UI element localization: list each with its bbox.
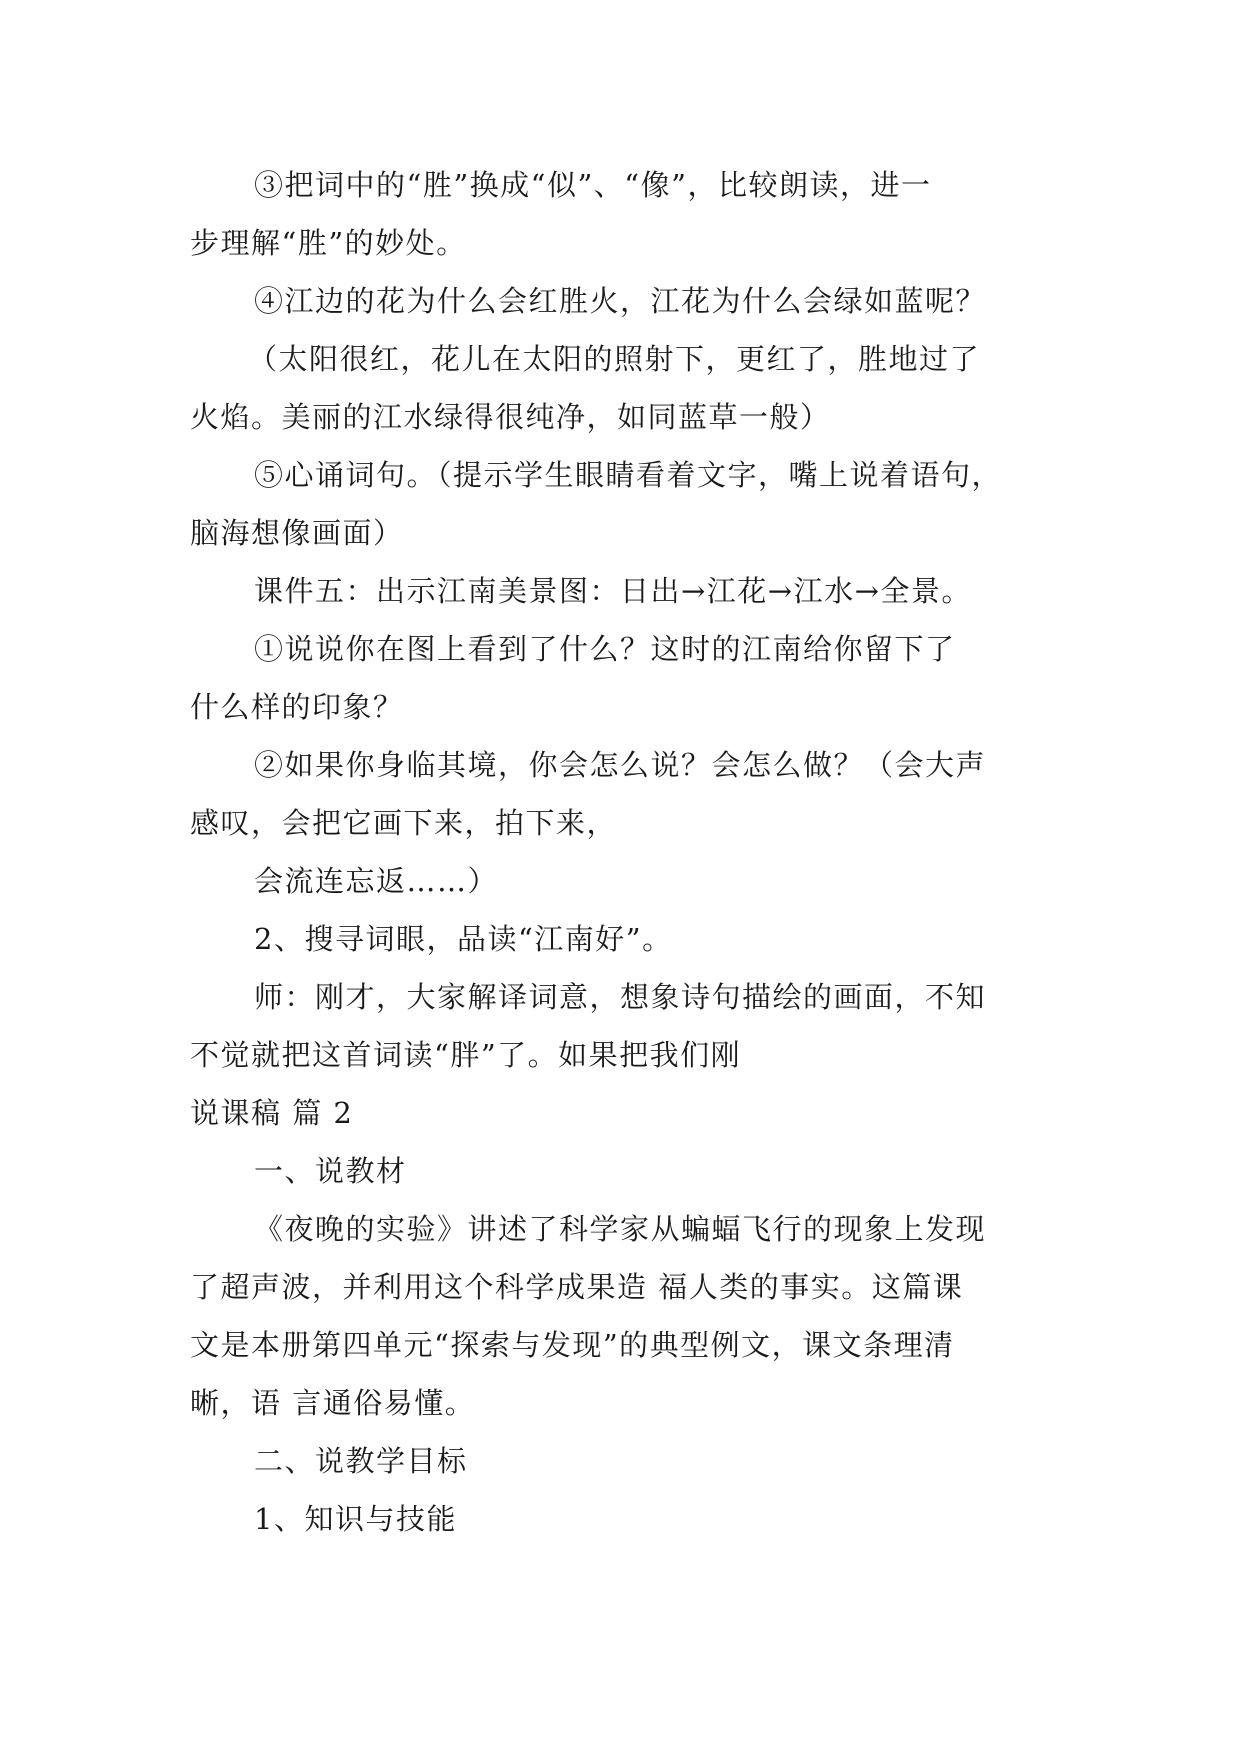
paragraph-line: 不觉就把这首词读“胖”了。如果把我们刚 — [190, 1038, 742, 1072]
paragraph-line: 了超声波，并利用这个科学成果造 福人类的事实。这篇课 — [190, 1270, 964, 1304]
section-heading: 二、说教学目标 — [254, 1444, 468, 1478]
paragraph-line: 什么样的印象？ — [190, 690, 404, 724]
paragraph-line: ③把词中的“胜”换成“似”、“像”，比较朗读，进一 — [254, 168, 932, 202]
paragraph-line: 文是本册第四单元“探索与发现”的典型例文，课文条理清 — [190, 1328, 955, 1362]
paragraph-line: （太阳很红，花儿在太阳的照射下，更红了，胜地过了 — [248, 342, 981, 376]
paragraph-line: 课件五：出示江南美景图：日出→江花→江水→全景。 — [254, 574, 972, 608]
paragraph-line: ②如果你身临其境，你会怎么说？会怎么做？（会大声 — [254, 748, 987, 782]
subsection-heading: 1、知识与技能 — [254, 1502, 457, 1536]
paragraph-line: 《夜晚的实验》讲述了科学家从蝙蝠飞行的现象上发现 — [254, 1212, 987, 1246]
paragraph-line: 火焰。美丽的江水绿得很纯净，如同蓝草一般） — [190, 400, 831, 434]
section-heading: 一、说教材 — [254, 1154, 407, 1188]
section-title: 说课稿 篇 2 — [190, 1096, 354, 1130]
paragraph-line: ④江边的花为什么会红胜火，江花为什么会绿如蓝呢？ — [254, 284, 987, 318]
paragraph-line: 师：刚才，大家解译词意，想象诗句描绘的画面，不知 — [254, 980, 987, 1014]
paragraph-line: 晰，语 言通俗易懂。 — [190, 1386, 476, 1420]
paragraph-line: ⑤心诵词句。（提示学生眼睛看着文字，嘴上说着语句， — [254, 458, 1003, 492]
paragraph-line: 脑海想像画面） — [190, 516, 404, 550]
paragraph-line: 步理解“胜”的妙处。 — [190, 226, 467, 260]
paragraph-line: ①说说你在图上看到了什么？这时的江南给你留下了 — [254, 632, 956, 666]
paragraph-line: 感叹，会把它画下来，拍下来， — [190, 806, 618, 840]
paragraph-line: 会流连忘返……） — [254, 864, 499, 898]
paragraph-line: 2、搜寻词眼，品读“江南好”。 — [254, 922, 673, 956]
